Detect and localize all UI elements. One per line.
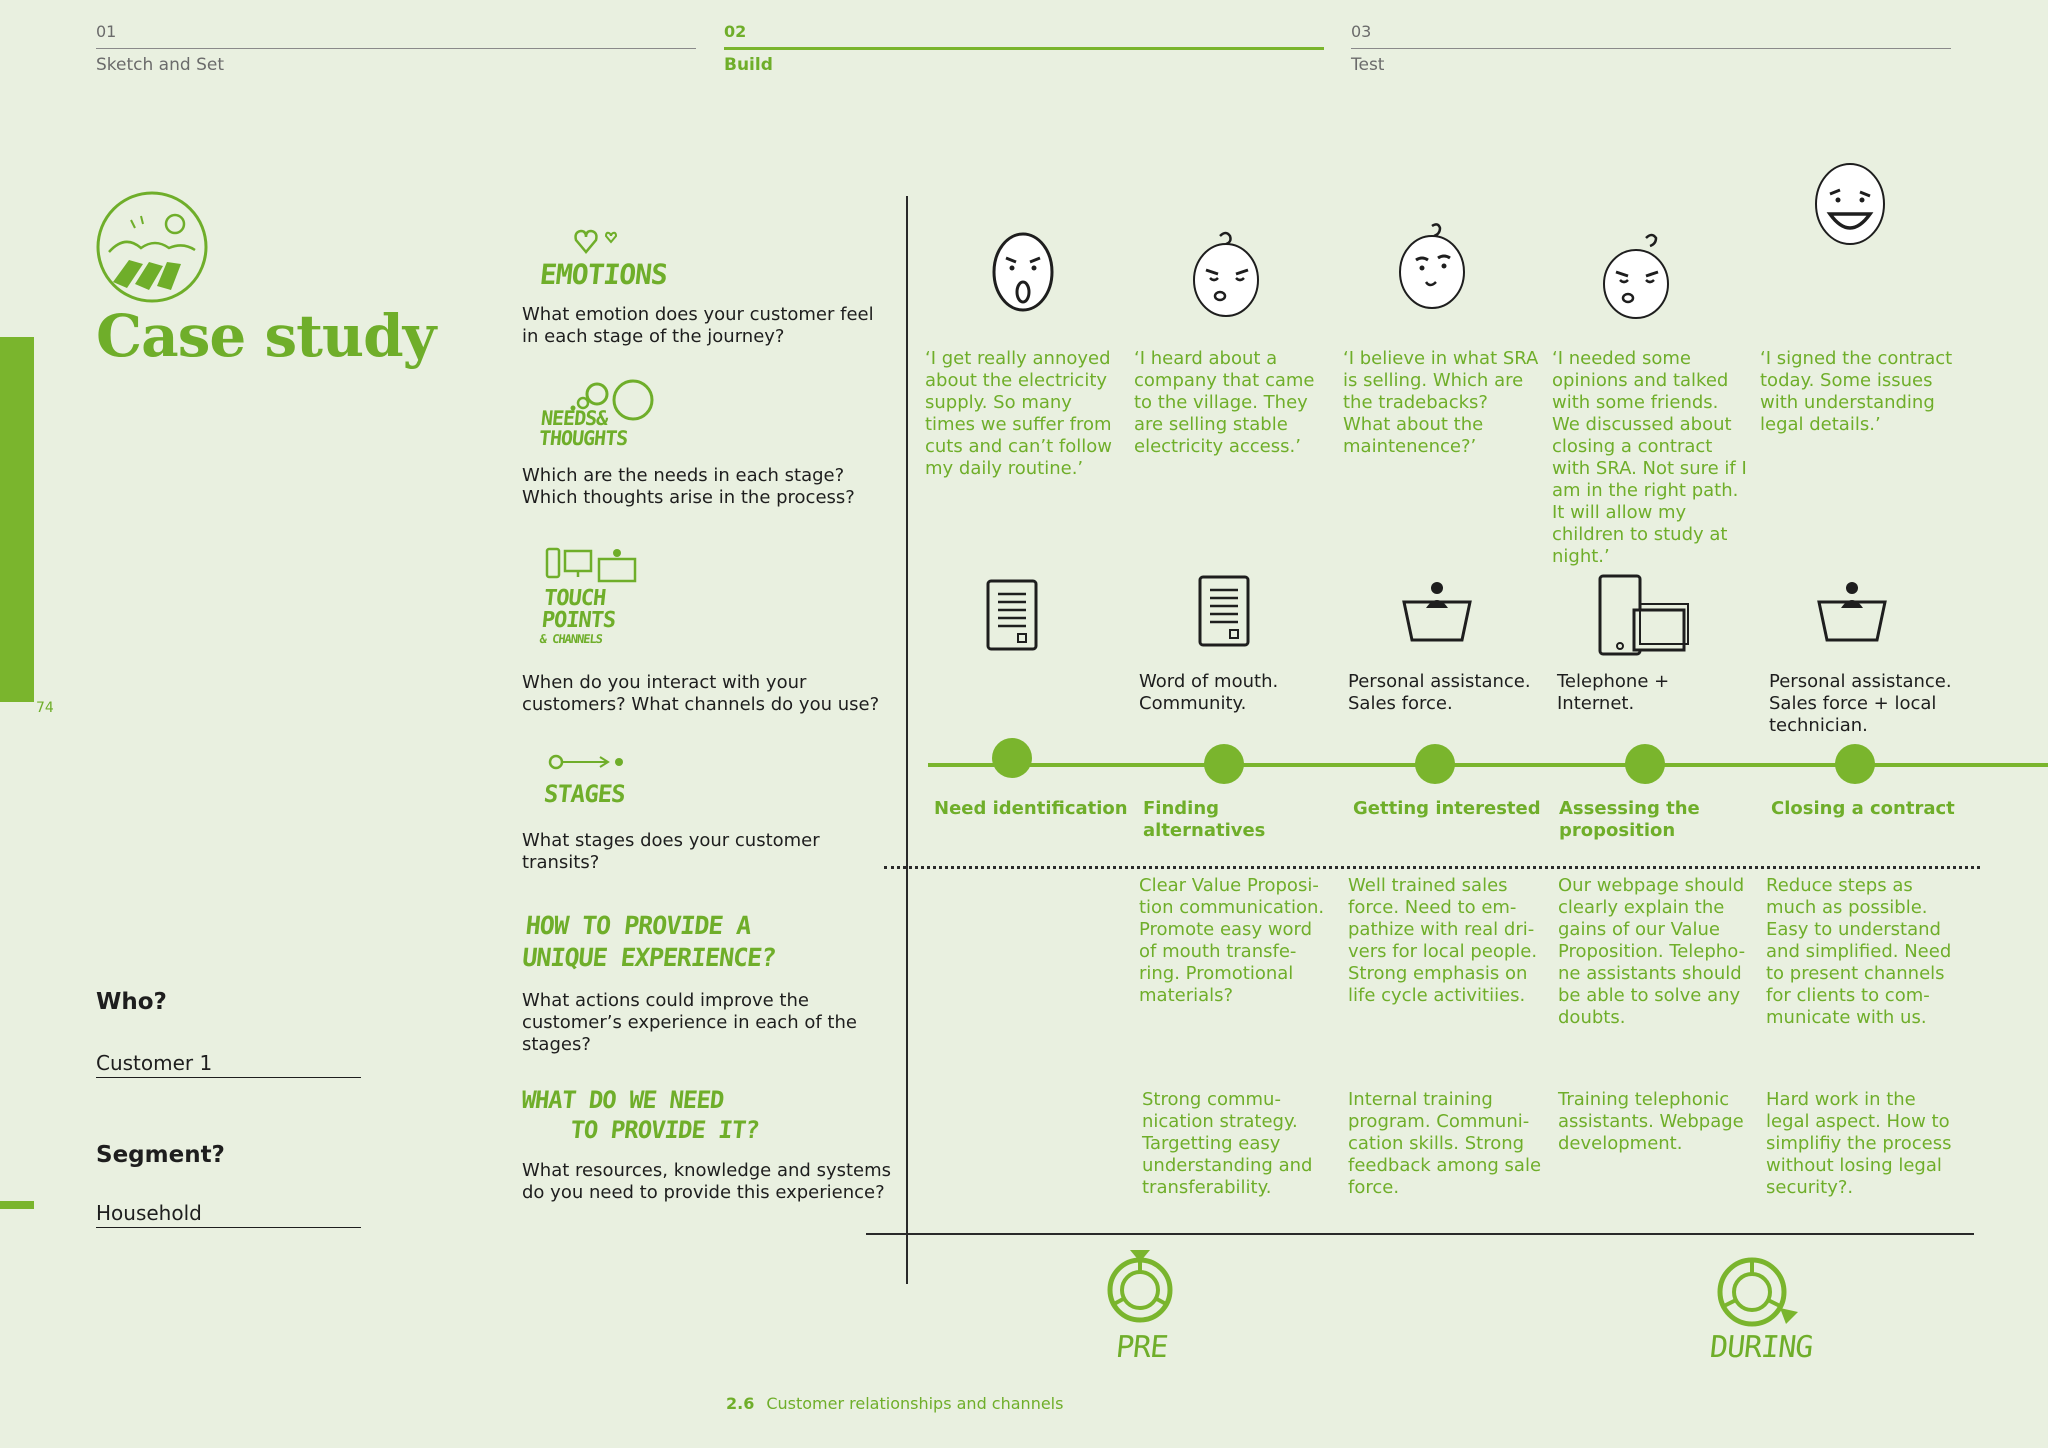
document-icon [984, 578, 1040, 656]
footer-section-title: Customer relationships and channels [766, 1394, 1064, 1413]
who-field[interactable]: Customer 1 [96, 1051, 361, 1078]
quote-stage-1: ‘I get really annoyed about the electricity supply. So many times we suffer from cuts and can’t follow my daily routine.’ [925, 348, 1112, 479]
stage-label-5: Closing a contract [1771, 798, 1955, 819]
phone-and-monitor-icon [1598, 574, 1690, 668]
step-divider [724, 47, 1324, 50]
experience-hand-line-2: UNIQUE EXPERIENCE? [520, 943, 777, 972]
touch-hand-line-3: & CHANNELS [538, 632, 603, 646]
case-study-icon [95, 190, 209, 308]
thinking-face-icon [1394, 222, 1468, 312]
quote-stage-3: ‘I believe in what SRA is selling. Which are the tradebacks? What about the maintenence?’ [1343, 348, 1539, 457]
stage-node-3[interactable] [1415, 744, 1455, 784]
step-1[interactable] [96, 22, 696, 75]
needs-question: Which are the needs in each stage? Which thoughts arise in the process? [522, 465, 855, 508]
timeline-line [928, 763, 2048, 767]
stage-label-1: Need identification [934, 798, 1128, 819]
segment-heading: Segment? [96, 1142, 225, 1168]
sidebar-accent-bar [0, 337, 34, 702]
resources-hand-line-2: TO PROVIDE IT? [568, 1116, 761, 1144]
touchpoint-stage-5: Personal assistance. Sales force + local technician. [1769, 671, 1952, 736]
step-nav [96, 22, 1952, 82]
page-title: Case study [96, 302, 436, 370]
page-number: 74 [36, 700, 54, 716]
vertical-divider [906, 196, 908, 1284]
stage-node-4[interactable] [1625, 744, 1665, 784]
touchpoint-stage-3: Personal assistance. Sales force. [1348, 671, 1531, 714]
step-divider [1351, 48, 1951, 49]
person-at-desk-icon [1400, 578, 1474, 648]
resources-stage-5: Hard work in the legal aspect. How to simplifiy the process without losing legal security?. [1766, 1089, 1952, 1198]
devices-icon [545, 545, 640, 589]
footer-section-number: 2.6 [726, 1394, 755, 1413]
stage-node-1[interactable] [992, 738, 1032, 778]
quote-stage-4: ‘I needed some opinions and talked with some friends. We discussed about closing a contract with SRA. Not sure if I am in the right path. It will allow my children to study at night.’ [1552, 348, 1747, 567]
experience-stage-4: Our webpage should clearly explain the gains of our Value Proposition. Telepho- ne assistants should be able to solve any doubts. [1558, 875, 1746, 1028]
touchpoints-handwritten-label [539, 588, 619, 646]
step-label: Sketch and Set [96, 55, 224, 75]
resources-question: What resources, knowledge and systems do you need to provide this experience? [522, 1160, 892, 1203]
needs-hand-line-2: THOUGHTS [537, 426, 629, 450]
pre-phase-cycle-icon [1100, 1246, 1180, 1330]
doubtful-face-icon [1600, 232, 1674, 322]
person-at-desk-icon [1815, 578, 1889, 648]
experience-question: What actions could improve the customer’s experience in each of the stages? [522, 990, 857, 1055]
step-number: 02 [724, 22, 747, 41]
quote-stage-5: ‘I signed the contract today. Some issues with understanding legal details.’ [1760, 348, 1953, 435]
step-label: Build [724, 55, 773, 75]
touchpoints-question: When do you interact with your customers? What channels do you use? [522, 672, 880, 715]
emotions-handwritten-label: EMOTIONS [538, 258, 669, 291]
stages-handwritten-label: STAGES [542, 780, 627, 808]
step-label: Test [1351, 55, 1385, 75]
pre-phase-label: PRE [1114, 1330, 1170, 1365]
heart-icon [574, 228, 620, 260]
confused-face-icon [1190, 230, 1264, 320]
stage-node-5[interactable] [1835, 744, 1875, 784]
resources-stage-3: Internal training program. Communi- cation skills. Strong feedback among sale force. [1348, 1089, 1542, 1198]
during-phase-label: DURING [1708, 1330, 1815, 1365]
experience-hand-line-1: HOW TO PROVIDE A [524, 911, 753, 940]
dotted-separator [884, 866, 1980, 869]
stage-node-2[interactable] [1204, 744, 1244, 784]
experience-handwritten-label [521, 910, 781, 974]
stage-label-4: Assessing the proposition [1559, 798, 1700, 841]
touchpoint-stage-4: Telephone + Internet. [1557, 671, 1670, 714]
touchpoint-stage-2: Word of mouth. Community. [1139, 671, 1279, 714]
step-number: 03 [1351, 22, 1372, 41]
shocked-face-icon [990, 230, 1056, 314]
quote-stage-2: ‘I heard about a company that came to the village. They are selling stable electricity access.’ [1134, 348, 1315, 457]
who-heading: Who? [96, 989, 167, 1015]
resources-handwritten-label [517, 1085, 764, 1145]
emotions-question: What emotion does your customer feel in each stage of the journey? [522, 304, 874, 347]
resources-stage-4: Training telephonic assistants. Webpage development. [1558, 1089, 1744, 1154]
experience-stage-2: Clear Value Proposi- tion communication. Promote easy word of mouth transfe- ring. Promotional materials? [1139, 875, 1325, 1006]
stage-label-3: Getting interested [1353, 798, 1541, 819]
step-number: 01 [96, 22, 117, 41]
touch-hand-line-2: POINTS [540, 608, 617, 633]
sidebar-accent-tick [0, 1201, 34, 1209]
experience-stage-3: Well trained sales force. Need to em- pathize with real dri- vers for local people. Strong emphasis on life cycle activitiies. [1348, 875, 1538, 1006]
step-2[interactable] [724, 22, 1324, 75]
during-phase-cycle-icon [1712, 1252, 1804, 1338]
stages-arrow-icon [548, 752, 624, 776]
stages-question: What stages does your customer transits? [522, 830, 820, 873]
stage-label-2: Finding alternatives [1143, 798, 1266, 841]
step-3[interactable] [1351, 22, 1951, 75]
resources-hand-line-1: WHAT DO WE NEED [520, 1086, 725, 1114]
segment-field[interactable]: Household [96, 1201, 361, 1228]
experience-stage-5: Reduce steps as much as possible. Easy to understand and simplified. Need to present channels for clients to com- municate with us. [1766, 875, 1952, 1028]
happy-face-icon [1812, 160, 1888, 250]
needs-handwritten-label [538, 408, 631, 448]
footer [726, 1394, 1063, 1413]
resources-stage-2: Strong commu- nication strategy. Targetting easy understanding and transferability. [1142, 1089, 1313, 1198]
touch-hand-line-1: TOUCH [542, 586, 607, 611]
document-icon [1196, 574, 1252, 652]
step-divider [96, 48, 696, 49]
needs-hand-line-1: NEEDS& [539, 406, 609, 430]
bottom-rule [866, 1233, 1974, 1235]
